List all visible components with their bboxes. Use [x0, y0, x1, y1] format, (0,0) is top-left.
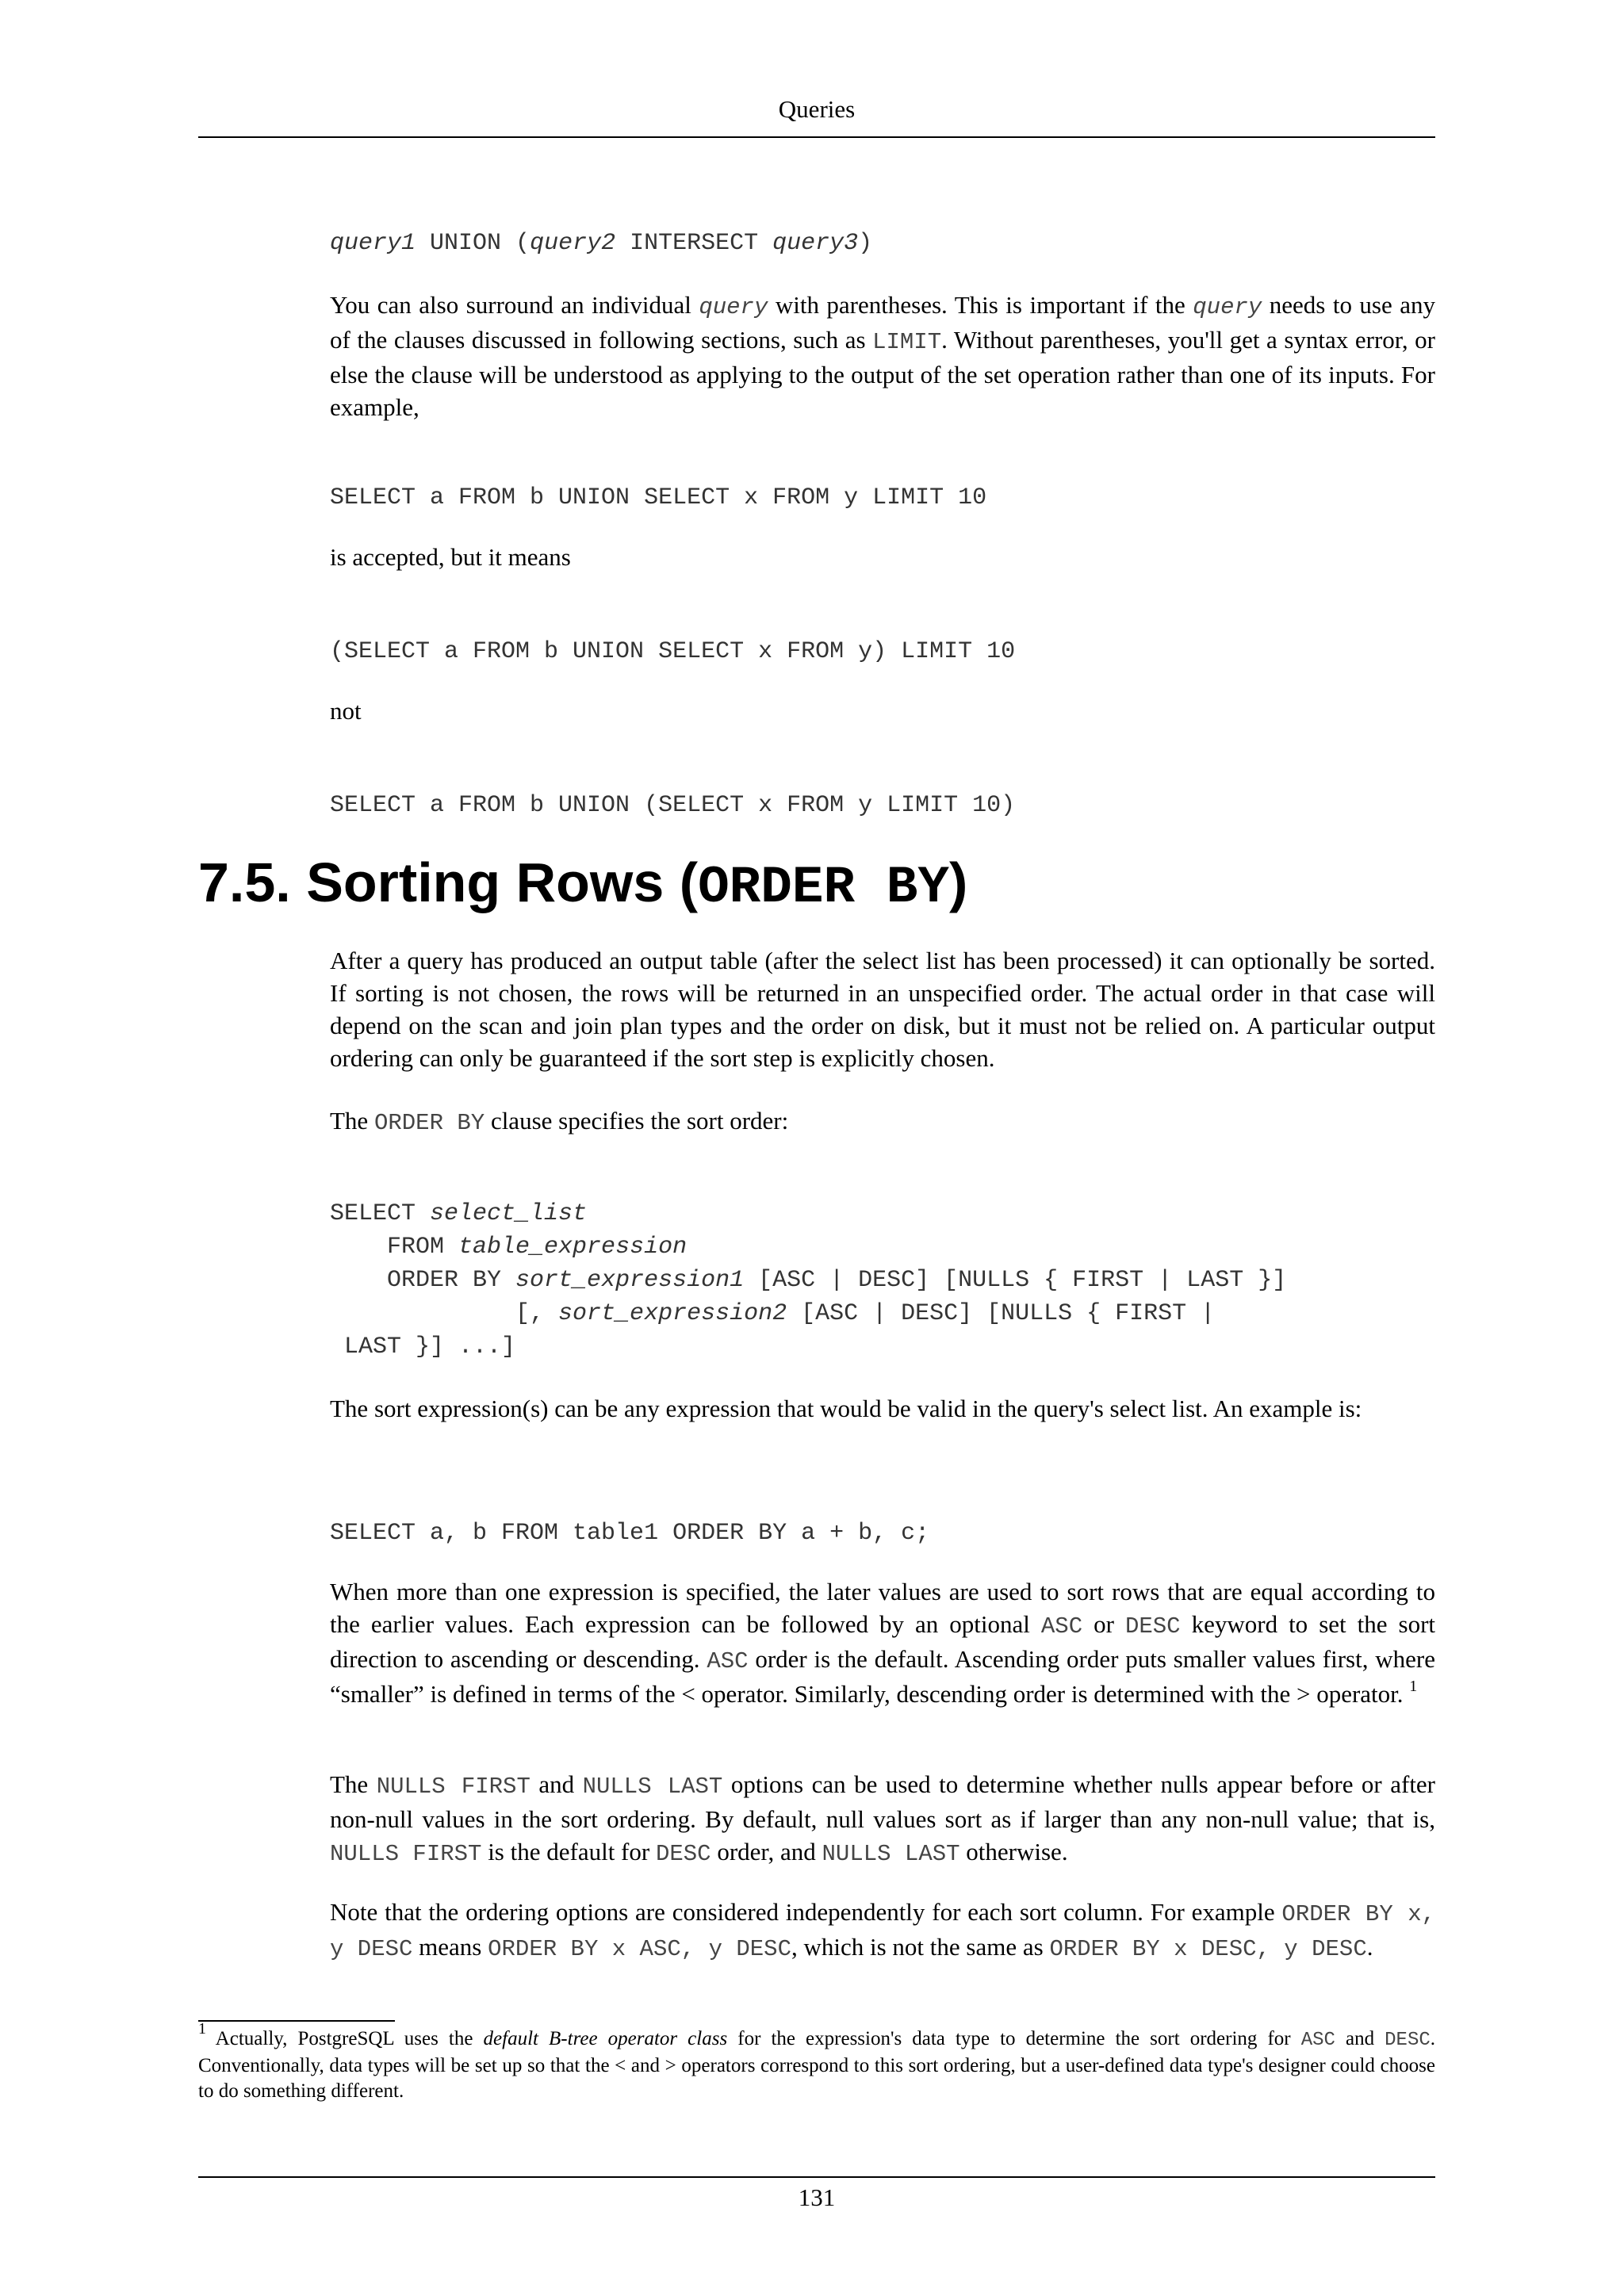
heading-code-order-by: ORDER BY: [698, 858, 949, 917]
placeholder-query2: query2: [530, 230, 616, 257]
page-number: 131: [798, 2183, 836, 2211]
footnote: $^1$ Actually, PostgreSQL uses the default B-tree operator class for the expression's data type to determine the sort ordering for ASC and DESC. Conventionally, data types will be set up so that the < and > operators correspond to this sort ordering, but a user-defined data type's designer could choose to do something different.: [198, 2020, 1435, 2102]
footnote-emphasis: default B-tree operator class: [483, 2028, 728, 2049]
paragraph-not: not: [330, 697, 362, 725]
paragraph-parentheses: You can also surround an individual query with parentheses. This is important if the query needs to use any of the clauses discussed in following sections, such as LIMIT. Without parentheses, you'll get a syntax error, or else the clause will be understood as applying to the output of the set operation rather than one of its inputs. For example,: [330, 291, 1435, 421]
inline-code-order-by-x-y-desc: ORDER BY x, y DESC: [330, 1901, 1435, 1962]
code-close-paren: ): [858, 230, 873, 257]
paragraph-accepted: is accepted, but it means: [330, 543, 571, 571]
paragraph-sorting-intro: After a query has produced an output table (after the select list has been processed) it can optionally be sorted. If sorting is not chosen, the rows will be returned in an unspecified order. The actual order in that case will depend on the scan and join plan types and the order on disk, but it must not be relied on. A particular output ordering can only be guaranteed if the sort step is explicitly chosen.: [330, 947, 1435, 1072]
inline-code-order-by-x-desc-y-desc: ORDER BY x DESC, y DESC: [1049, 1936, 1367, 1962]
footnote-rule: [198, 2020, 395, 2022]
inline-code-nulls-last: NULLS LAST: [822, 1841, 960, 1867]
running-header: Queries: [778, 95, 856, 123]
inline-code-nulls-last: NULLS LAST: [582, 1774, 723, 1800]
inline-code-desc: DESC: [655, 1841, 711, 1867]
code-example-order-by: SELECT a, b FROM table1 ORDER BY a + b, c;: [330, 1520, 930, 1547]
inline-code-desc: DESC: [1124, 1613, 1181, 1640]
placeholder-sort-expression2: sort_expression2: [558, 1300, 787, 1327]
code-example-means: (SELECT a FROM b UNION SELECT x FROM y) LIMIT 10: [330, 638, 1016, 665]
placeholder-query3: query3: [772, 230, 859, 257]
paragraph-nulls-options: The NULLS FIRST and NULLS LAST options can be used to determine whether nulls appear before or after non-null values in the sort ordering. By default, null values sort as if larger than any non-null value; that is, NULLS FIRST is the default for DESC order, and NULLS LAST otherwise.: [330, 1770, 1436, 1867]
inline-code-limit: LIMIT: [872, 329, 942, 355]
inline-code-order-by-x-asc-y-desc: ORDER BY x ASC, y DESC: [488, 1936, 791, 1962]
code-order-by-syntax: SELECT select_list FROM table_expression ORDER BY sort_expression1 [ASC | DESC] [NULLS { FIRST | LAST }] [, sort_expression2 [ASC | DESC] [NULLS { FIRST | LAST }] ...]: [330, 1200, 1287, 1360]
inline-code-asc: ASC: [1300, 2030, 1335, 2051]
code-union-intersect: [330, 227, 1435, 260]
inline-code-nulls-first: NULLS FIRST: [330, 1841, 482, 1867]
inline-code-nulls-first: NULLS FIRST: [376, 1774, 530, 1800]
code-example-accepted: SELECT a FROM b UNION SELECT x FROM y LIMIT 10: [330, 484, 987, 511]
paragraph-independent-ordering: Note that the ordering options are considered independently for each sort column. For example ORDER BY x, y DESC means ORDER BY x ASC, y DESC, which is not the same as ORDER BY x DESC, y DESC.: [330, 1898, 1435, 1962]
inline-code-asc: ASC: [707, 1648, 749, 1674]
header-rule: [198, 136, 1435, 138]
placeholder-query1: query1: [330, 230, 416, 257]
inline-code-query: query: [699, 294, 768, 320]
paragraph-order-by-clause: The ORDER BY clause specifies the sort order:: [330, 1107, 789, 1136]
footnote-number: 1: [198, 2020, 206, 2038]
paragraph-sort-expressions: The sort expression(s) can be any expression that would be valid in the query's select list. An example is:: [330, 1395, 1362, 1422]
code-union: UNION (: [416, 230, 530, 257]
inline-code-desc: DESC: [1385, 2030, 1431, 2051]
footer-rule: [198, 2176, 1435, 2178]
code-intersect: INTERSECT: [615, 230, 773, 257]
code-example-not: SELECT a FROM b UNION (SELECT x FROM y LIMIT 10): [330, 792, 1016, 819]
placeholder-select-list: select_list: [430, 1200, 588, 1227]
placeholder-sort-expression1: sort_expression1: [515, 1267, 745, 1294]
paragraph-multiple-expressions: When more than one expression is specified, the later values are used to sort rows that are equal according to the earlier values. Each expression can be followed by an optional ASC or DESC keyword to set the sort direction to ascending or descending. ASC order is the default. Ascending order puts smaller values first, where “smaller” is defined in terms of the < operator. Similarly, descending order is determined with the > operator. $^1$: [330, 1578, 1436, 1708]
placeholder-table-expression: table_expression: [458, 1234, 688, 1261]
section-heading: 7.5. Sorting Rows (ORDER BY): [198, 851, 968, 917]
inline-code-order-by: ORDER BY: [373, 1110, 485, 1136]
inline-code-query: query: [1193, 294, 1262, 320]
inline-code-asc: ASC: [1040, 1613, 1083, 1640]
footnote-reference[interactable]: 1: [1409, 1678, 1418, 1695]
